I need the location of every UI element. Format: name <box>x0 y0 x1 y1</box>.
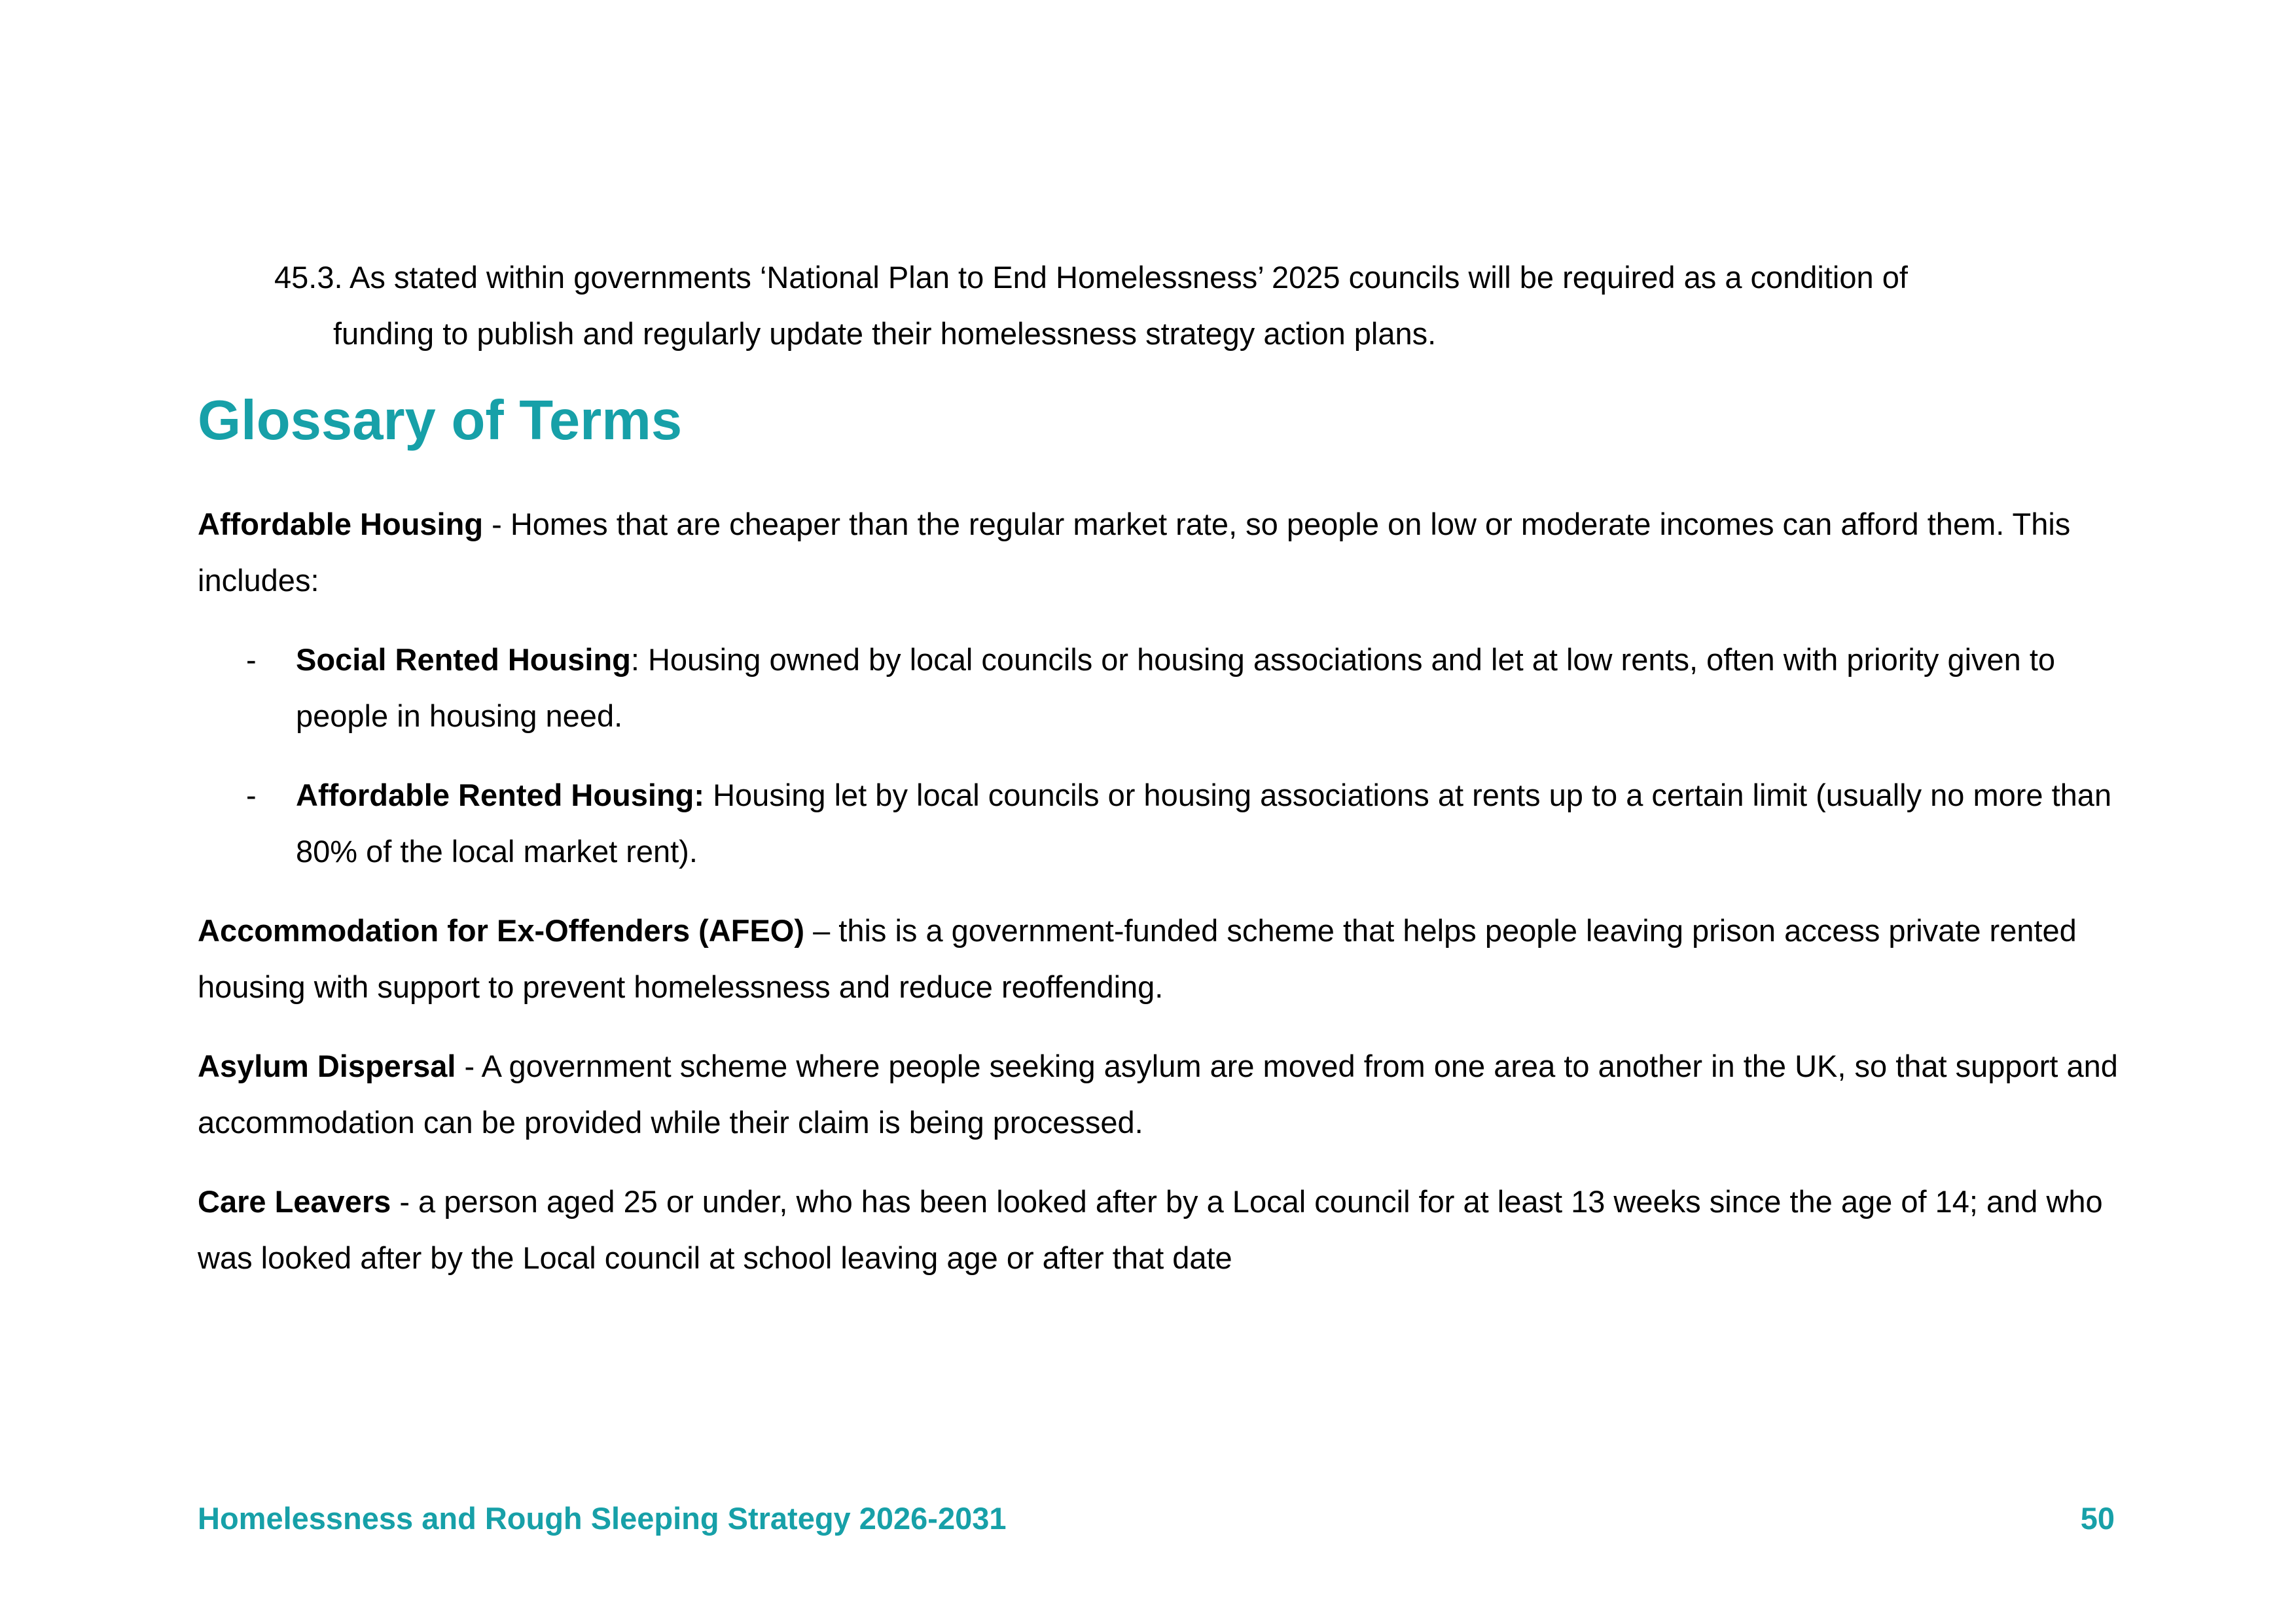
glossary-term: Care Leavers <box>198 1184 391 1219</box>
glossary-entry-care-leavers <box>198 1174 2122 1286</box>
glossary-bullet-affordable-rented <box>198 767 2122 880</box>
glossary-definition: - a person aged 25 or under, who has been looked after by a Local council for at least 13 weeks since the age of 14; and who was looked after by the Local council at school leaving age or after that date <box>198 1184 2103 1275</box>
glossary-term: Affordable Housing <box>198 507 484 541</box>
glossary-entry-afeo <box>198 903 2122 1015</box>
glossary-entry-asylum-dispersal <box>198 1038 2122 1151</box>
glossary-definition: – this is a government-funded scheme that helps people leaving prison access private rented housing with support to prevent homelessness and reduce reoffending. <box>198 913 2077 1004</box>
glossary-bullet-social-rented <box>198 632 2122 744</box>
glossary-entry-affordable-housing <box>198 496 2122 609</box>
bullet-dash: - <box>246 778 257 812</box>
paragraph-line-2: funding to publish and regularly update their homelessness strategy action plans. <box>333 316 1437 351</box>
footer-page-number: 50 <box>2080 1501 2115 1536</box>
glossary-term: Social Rented Housing <box>296 642 631 677</box>
glossary-definition: - A government scheme where people seeking asylum are moved from one area to another in the UK, so that support and accommodation can be provided while their claim is being processed. <box>198 1049 2118 1140</box>
glossary-definition: Housing let by local councils or housing associations at rents up to a certain limit (usually no more than 80% of the local market rent). <box>296 778 2112 869</box>
bullet-text <box>296 632 2122 744</box>
numbered-paragraph <box>274 249 2094 362</box>
glossary-definition: - Homes that are cheaper than the regular market rate, so people on low or moderate incomes can afford them. This includes: <box>198 507 2071 598</box>
footer-document-title: Homelessness and Rough Sleeping Strategy 2026-2031 <box>198 1501 1007 1536</box>
bullet-dash: - <box>246 642 257 677</box>
bullet-text <box>296 767 2122 880</box>
glossary-term: Accommodation for Ex-Offenders (AFEO) <box>198 913 805 948</box>
glossary-definition: : Housing owned by local councils or housing associations and let at low rents, often with priority given to people in housing need. <box>296 642 2056 733</box>
page-heading: Glossary of Terms <box>198 389 683 452</box>
glossary-term: Asylum Dispersal <box>198 1049 456 1083</box>
paragraph-line-1: As stated within governments ‘National Plan to End Homelessness’ 2025 councils will be required as a condition of <box>350 260 1908 295</box>
glossary-term: Affordable Rented Housing: <box>296 778 705 812</box>
paragraph-number: 45.3. <box>274 260 343 295</box>
